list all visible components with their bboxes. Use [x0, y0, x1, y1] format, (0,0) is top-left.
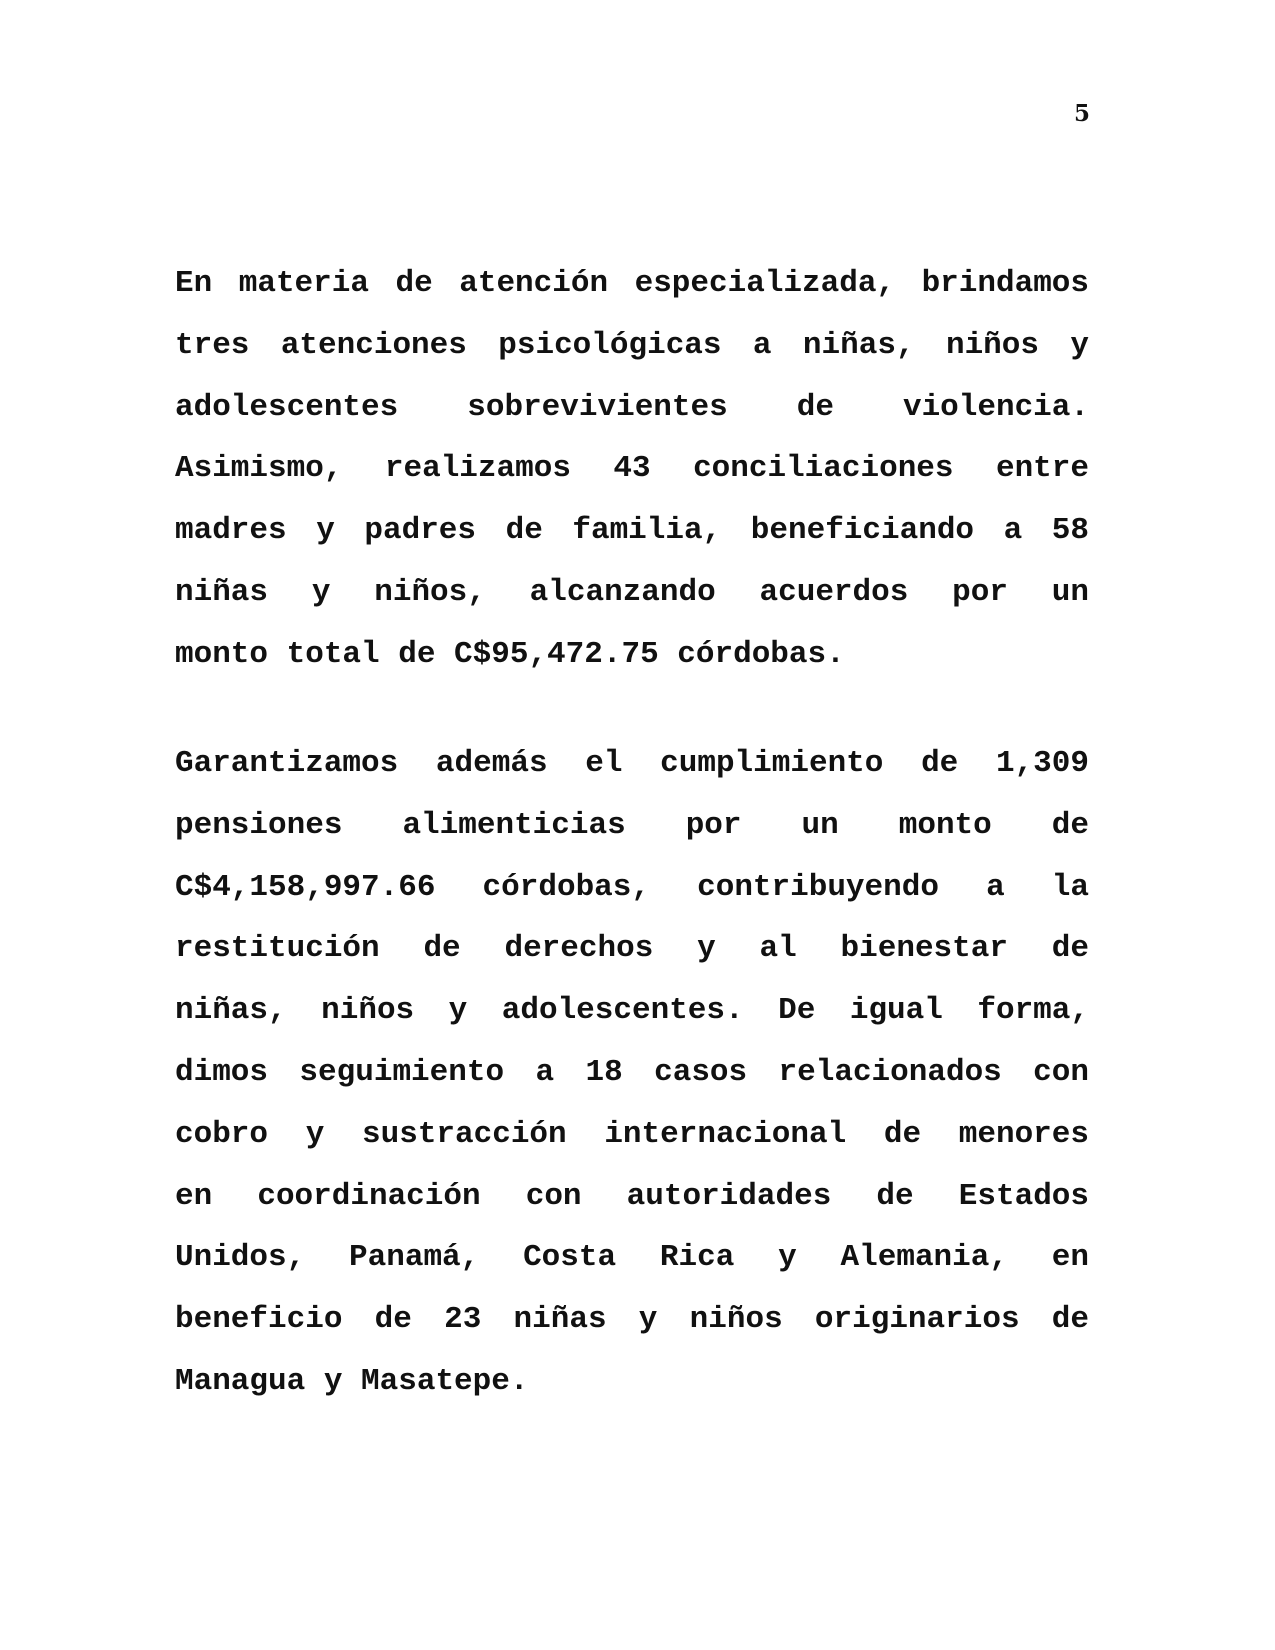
text-line: madres y padres de familia, beneficiando a 58	[175, 513, 1089, 549]
text-line: C$4,158,997.66 córdobas, contribuyendo a la	[175, 869, 1089, 905]
text-line: Managua y Masatepe.	[175, 1363, 529, 1399]
page-number: 5	[1073, 100, 1090, 127]
text-line: adolescentes sobrevivientes de violencia.	[175, 389, 1089, 425]
text-line: Unidos, Panamá, Costa Rica y Alemania, en	[175, 1240, 1089, 1276]
text-line: Garantizamos además el cumplimiento de 1,309	[175, 746, 1089, 781]
text-line: monto total de C$95,472.75 córdobas.	[175, 636, 845, 672]
text-line: en coordinación con autoridades de Estados	[175, 1178, 1089, 1214]
text-line: Asimismo, realizamos 43 conciliaciones entre	[175, 451, 1089, 487]
text-line: dimos seguimiento a 18 casos relacionados con	[175, 1054, 1089, 1090]
text-line: cobro y sustracción internacional de menores	[175, 1116, 1089, 1152]
text-line: beneficio de 23 niñas y niños originarios de	[175, 1302, 1089, 1338]
text-line: niñas y niños, alcanzando acuerdos por un	[175, 574, 1089, 610]
text-line: niñas, niños y adolescentes. De igual forma,	[175, 993, 1089, 1029]
text-line: pensiones alimenticias por un monto de	[175, 807, 1089, 843]
text-line: tres atenciones psicológicas a niñas, niños y	[175, 327, 1089, 363]
paragraph-alimony-pensions	[175, 733, 1089, 1413]
text-line: En materia de atención especializada, brindamos	[175, 266, 1089, 301]
paragraph-specialized-care	[175, 253, 1089, 686]
text-line: restitución de derechos y al bienestar de	[175, 931, 1089, 967]
